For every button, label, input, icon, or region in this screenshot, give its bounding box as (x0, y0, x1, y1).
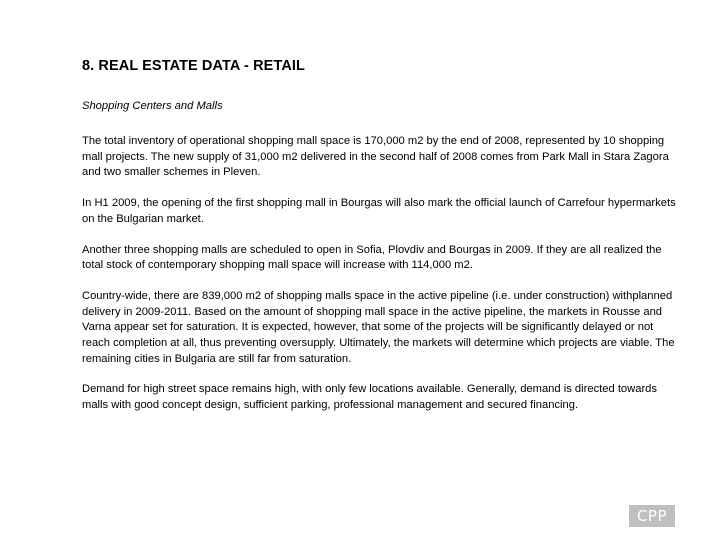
paragraph-new-malls: Another three shopping malls are scheduled to open in Sofia, Plovdiv and Bourgas in 2009. If they are all realized the total stock of contemporary shopping mall space will increase with 114,000 m2. (82, 243, 662, 272)
paragraph-pipeline: Country-wide, there are 839,000 m2 of shopping malls space in the active pipeline (i.e. under construction) withplanned delivery in 2009-2011. Based on the amount of shopping mall space in the active pipeline, the markets in Rousse and Varna appear set for saturation. It is expected, however, that some of the projects will be significantly delayed or not reach completion at all, thus preventing oversupply. Ultimately, the markets will determine which projects are viable. The remaining cities in Bulgaria are still far from saturation. (82, 289, 675, 365)
page-title: 8. REAL ESTATE DATA - RETAIL (82, 58, 305, 74)
body-content (82, 134, 682, 429)
section-subtitle: Shopping Centers and Malls (82, 100, 223, 112)
cpp-logo: CPP (629, 505, 675, 527)
paragraph-bourgas-opening: In H1 2009, the opening of the first shopping mall in Bourgas will also mark the official launch of Carrefour hypermarkets on the Bulgarian market. (82, 197, 676, 225)
paragraph-inventory: The total inventory of operational shopping mall space is 170,000 m2 by the end of 2008, represented by 10 shopping mall projects. The new supply of 31,000 m2 delivered in the second half of 2008 comes from Park Mall in Stara Zagora and two smaller schemes in Pleven. (82, 135, 669, 179)
paragraph-high-street-demand: Demand for high street space remains high, with only few locations available. Generally, demand is directed towards malls with good concept design, sufficient parking, professional management and secured financing. (82, 383, 657, 412)
